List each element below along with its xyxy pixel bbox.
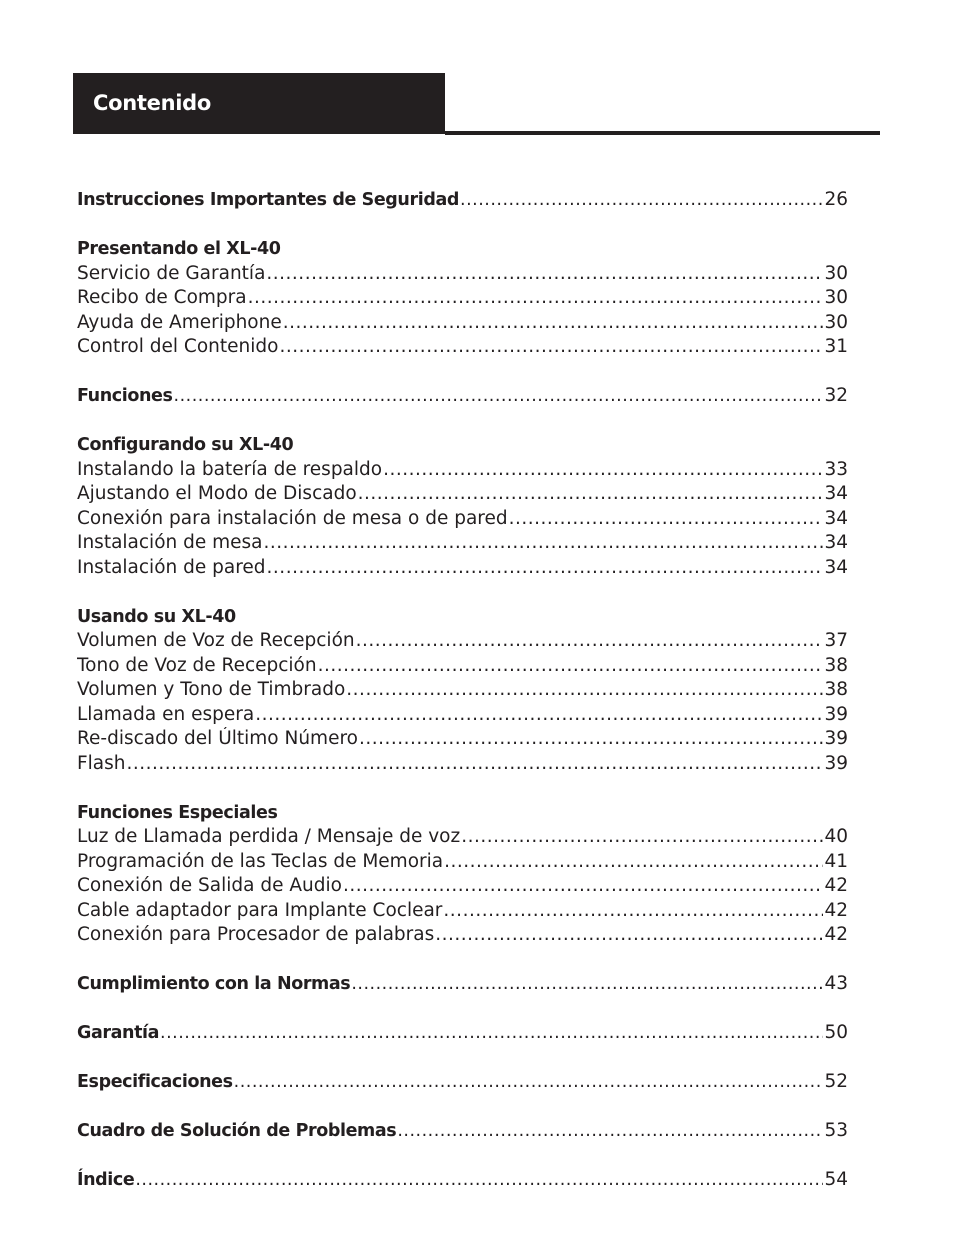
toc-section-heading: Funciones Especiales [77,802,278,823]
toc-section-configurando [77,433,848,580]
dot-leader [444,850,823,875]
toc-entry[interactable] [77,874,848,899]
toc-entry-page: 54 [824,1169,848,1190]
dot-leader [461,825,823,850]
toc-entry-label: Instalación de pared [77,556,266,578]
toc-entry-label: Instalando la batería de respaldo [77,458,383,480]
toc-entry[interactable] [77,1021,848,1046]
toc-entry-page: 34 [824,532,848,553]
toc-entry[interactable] [77,507,848,532]
toc-entry[interactable] [77,1168,848,1193]
toc-entry[interactable] [77,629,848,654]
toc-entry-label: Conexión para Procesador de palabras [77,924,435,945]
dot-leader [135,1168,823,1193]
toc-entry-page: 34 [824,507,848,529]
toc-entry-page: 38 [824,654,848,676]
toc-section-funciones [77,384,848,409]
toc-section-indice [77,1168,848,1193]
toc-entry-page: 30 [824,287,848,308]
toc-section-especiales [77,801,848,948]
toc-entry-label: Llamada en espera [77,703,255,725]
dot-leader [234,1070,824,1095]
toc-section-heading: Usando su XL-40 [77,606,236,627]
toc-section-seguridad [77,188,848,213]
dot-leader [359,727,823,752]
toc-entry-page: 32 [824,385,848,406]
toc-section-heading: Presentando el XL-40 [77,239,281,259]
toc-section-problemas [77,1119,848,1144]
dot-leader [279,335,823,360]
page-title: Contenido [93,91,211,115]
toc-entry-page: 39 [824,728,848,749]
dot-leader [509,507,824,532]
toc-entry[interactable] [77,1119,848,1144]
dot-leader [267,556,824,581]
toc-entry-page: 26 [824,189,848,210]
toc-entry-label: Flash [77,752,126,774]
dot-leader [126,752,823,777]
toc-entry-label: Cumplimiento con la Normas [77,974,351,994]
toc-entry-label: Garantía [77,1023,160,1043]
header-rule [445,131,880,135]
toc-entry-page: 31 [824,336,848,357]
dot-leader [160,1021,823,1046]
toc-section-heading: Configurando su XL-40 [77,435,294,455]
dot-leader [248,286,824,311]
toc-entry-page: 38 [824,679,848,700]
toc-entry[interactable] [77,262,848,287]
toc-entry[interactable] [77,188,848,213]
toc-entry[interactable] [77,923,848,948]
toc-entry-label: Control del Contenido [77,336,279,357]
toc-entry-label: Recibo de Compra [77,287,247,308]
dot-leader [443,899,823,924]
toc-entry[interactable] [77,1070,848,1095]
header-bar [73,73,445,134]
toc-section-normas [77,972,848,997]
toc-entry[interactable] [77,531,848,556]
toc-section-presentando [77,237,848,360]
toc-section-especificaciones [77,1070,848,1095]
toc-entry-page: 33 [824,458,848,480]
dot-leader [174,384,824,409]
toc-entry-page: 34 [824,483,848,504]
toc-entry-page: 42 [824,924,848,945]
toc-entry-page: 30 [824,262,848,284]
toc-entry-label: Ayuda de Ameriphone [77,311,282,333]
toc-entry[interactable] [77,458,848,483]
toc-entry-label: Luz de Llamada perdida / Mensaje de voz [77,826,461,847]
toc-entry[interactable] [77,482,848,507]
toc-entry-label: Volumen y Tono de Timbrado [77,679,346,700]
toc-entry[interactable] [77,556,848,581]
dot-leader [318,654,824,679]
dot-leader [266,262,823,287]
toc-entry-label: Ajustando el Modo de Discado [77,483,357,504]
toc-entry[interactable] [77,335,848,360]
toc-entry-label: Programación de las Teclas de Memoria [77,850,444,872]
toc-entry-page: 50 [824,1022,848,1043]
toc-entry-page: 39 [824,752,848,774]
dot-leader [351,972,823,997]
dot-leader [383,458,823,483]
toc-entry-page: 52 [824,1071,848,1092]
toc-entry[interactable] [77,972,848,997]
toc-entry[interactable] [77,899,848,924]
toc-entry-label: Funciones [77,386,173,406]
toc-entry[interactable] [77,654,848,679]
toc-entry[interactable] [77,678,848,703]
toc-entry-page: 43 [824,973,848,994]
dot-leader [358,482,824,507]
toc-entry-page: 34 [824,556,848,578]
toc-entry-page: 37 [824,630,848,651]
dot-leader [343,874,824,899]
toc-entry-label: Cuadro de Solución de Problemas [77,1121,397,1141]
dot-leader [356,629,824,654]
toc-entry-label: Servicio de Garantía [77,262,266,284]
toc-entry-label: Volumen de Voz de Recepción [77,630,355,651]
toc-entry-page: 40 [824,826,848,847]
toc-entry-page: 41 [824,850,848,872]
toc-entry-label: Conexión de Salida de Audio [77,875,342,896]
toc-section-usando [77,605,848,777]
toc-entry[interactable] [77,384,848,409]
toc-entry-label: Instalación de mesa [77,532,263,553]
toc-entry-label: Tono de Voz de Recepción [77,654,317,676]
dot-leader [435,923,823,948]
dot-leader [283,311,824,336]
toc-entry-label: Cable adaptador para Implante Coclear [77,899,443,921]
toc-entry-label: Especificaciones [77,1072,233,1092]
dot-leader [255,703,823,728]
toc-entry-page: 42 [824,899,848,921]
toc-entry-page: 42 [824,875,848,896]
toc-entry[interactable] [77,752,848,777]
toc-entry-page: 39 [824,703,848,725]
toc-entry[interactable] [77,825,848,850]
toc-section-garantia [77,1021,848,1046]
toc-entry[interactable] [77,850,848,875]
toc-entry-label: Instrucciones Importantes de Seguridad [77,190,459,210]
toc-entry-page: 53 [824,1120,848,1141]
toc-entry-page: 30 [824,311,848,333]
toc-entry[interactable] [77,311,848,336]
toc-entry[interactable] [77,727,848,752]
toc-entry[interactable] [77,286,848,311]
dot-leader [346,678,823,703]
table-of-contents [77,188,848,1217]
dot-leader [264,531,824,556]
toc-entry-label: Conexión para instalación de mesa o de pared [77,507,508,529]
dot-leader [460,188,823,213]
dot-leader [397,1119,823,1144]
toc-entry-label: Índice [77,1170,135,1190]
toc-entry[interactable] [77,703,848,728]
toc-entry-label: Re-discado del Último Número [77,728,358,749]
